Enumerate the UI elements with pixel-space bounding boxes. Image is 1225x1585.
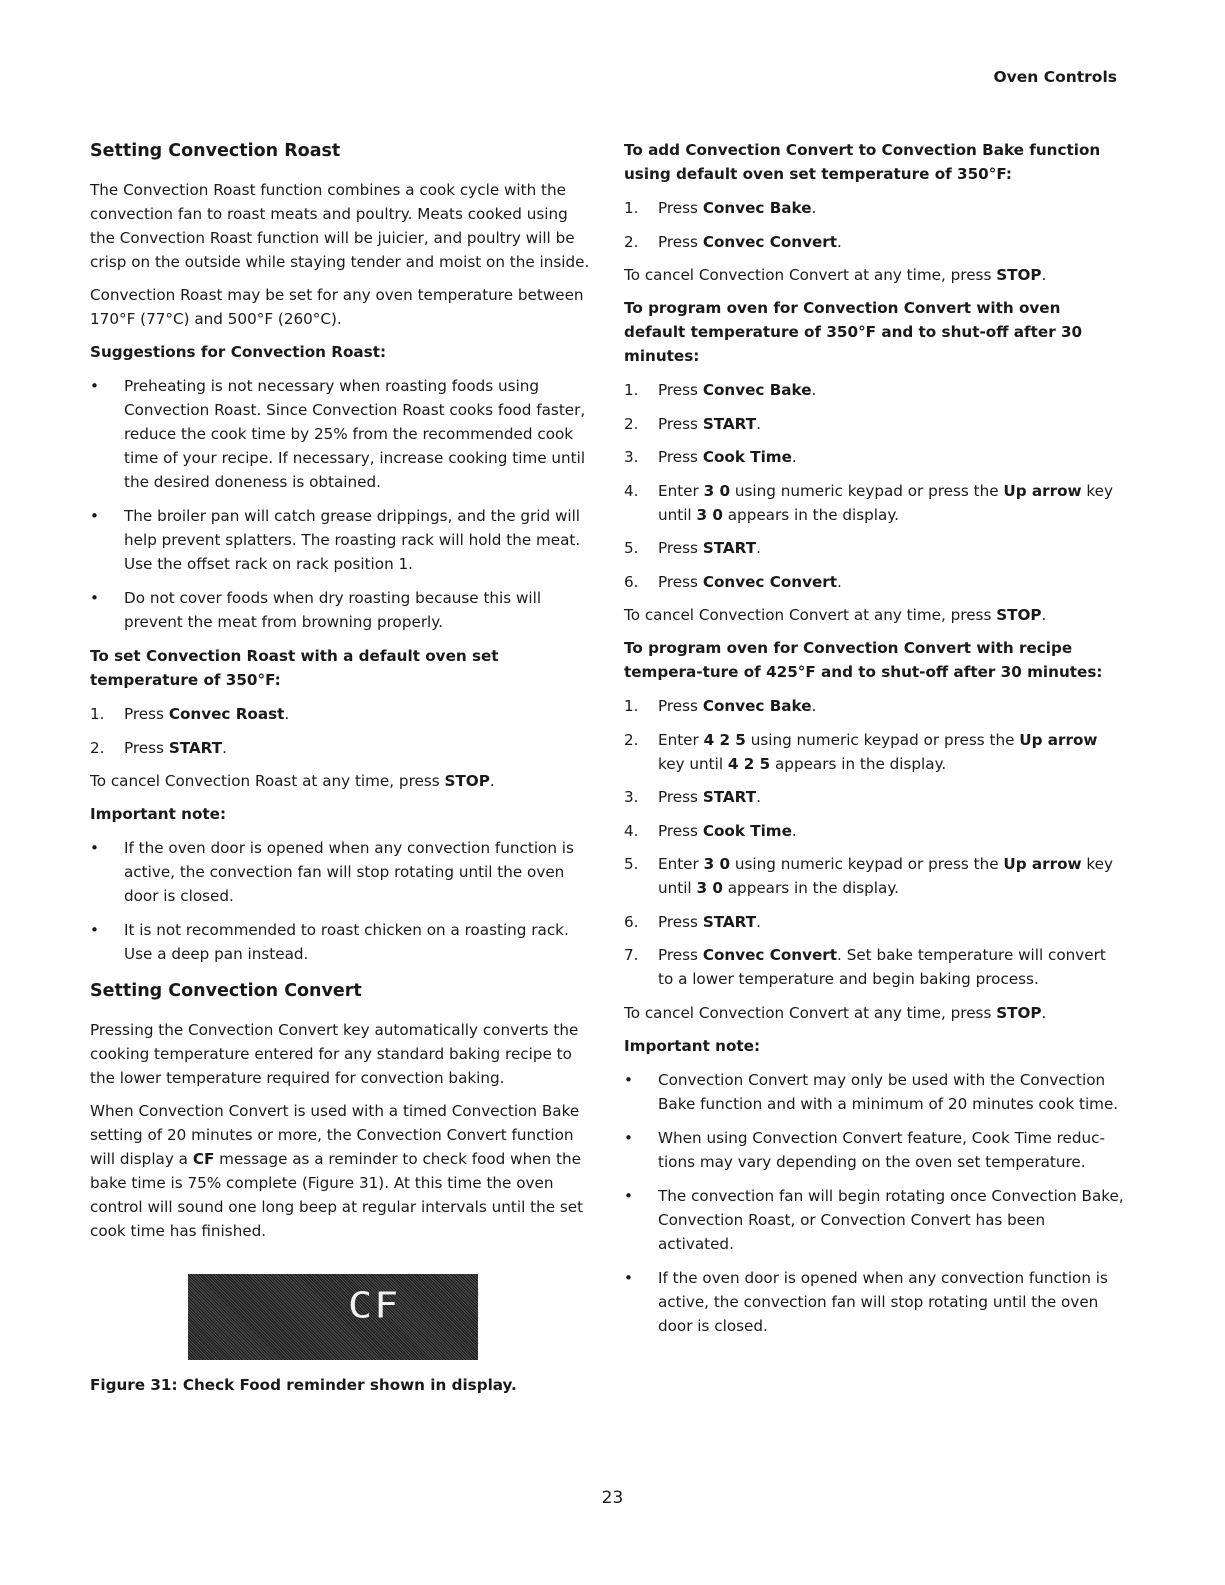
step-item: 6. Press START. [624,912,761,931]
step-item: 2. Press Convec Convert. [624,232,842,251]
step-item: 2. Enter 4 2 5 using numeric keypad or press the Up arrow key until 4 2 5 appears in the display. [624,730,1098,773]
list-item: • It is not recommended to roast chicken on a roasting rack. Use a deep pan instead. [90,918,592,966]
roast-intro: The Convection Roast function combines a cook cycle with the convection fan to roast meats and poultry. Meats cooked using the Convection Roast function will be juicier, and poultry will be crisp on the outside while staying tender and moist on the inside. [90,181,590,271]
step-item: 5. Enter 3 0 using numeric keypad or press the Up arrow key until 3 0 appears in the display. [624,855,1114,897]
program-default-steps [624,378,1124,594]
figure-caption: Figure 31: Check Food reminder shown in display. [90,1376,517,1394]
roast-heading: Setting Convection Roast [90,141,341,161]
page-number: 23 [601,1488,624,1508]
important-note-heading: Important note: [90,805,227,823]
list-item: • If the oven door is opened when any convection function is active, the convection fan will stop rotating until the oven door is closed. [624,1266,1124,1338]
important-note-list [90,836,592,966]
section-header: Oven Controls [993,68,1117,86]
add-convert-steps [624,196,1124,254]
important-note-list [624,1068,1124,1338]
suggestions-list [90,374,592,634]
list-item: • Do not cover foods when dry roasting because this will prevent the meat from browning properly. [90,586,592,634]
roast-temperature-range: Convection Roast may be set for any oven temperature between 170°F (77°C) and 500°F (260°C). [90,286,584,328]
list-item: • Convection Convert may only be used with the Convection Bake function and with a minimum of 20 minutes cook time. [624,1068,1124,1116]
set-roast-steps [90,702,592,760]
cancel-convert-text: To cancel Convection Convert at any time, press STOP. [624,266,1047,284]
step-item: 6. Press Convec Convert. [624,572,842,591]
left-column [90,138,592,1396]
suggestions-heading: Suggestions for Convection Roast: [90,343,387,361]
display-readout: CF [348,1285,401,1327]
program-recipe-steps [624,694,1124,991]
step-item: 1. Press Convec Roast. [90,705,290,723]
program-recipe-heading: To program oven for Convection Convert with recipe tempera-ture of 425°F and to shut-off after 30 minutes: [624,639,1103,681]
list-item: • The convection fan will begin rotating once Convection Bake, Convection Roast, or Convection Convert has been activated. [624,1184,1124,1256]
list-item: • Preheating is not necessary when roasting foods using Convection Roast. Since Convection Roast cooks food faster, reduce the cook time by 25% from the recommended cook time of your recipe. If necessary, increase cooking time until the desired doneness is obtained. [90,374,592,494]
convert-intro: Pressing the Convection Convert key automatically converts the cooking temperature entered for any standard baking recipe to the lower temperature required for convection baking. [90,1021,579,1087]
step-item: 1. Press Convec Bake. [624,697,817,715]
right-column [624,138,1124,1348]
step-item: 3. Press Cook Time. [624,448,797,466]
cancel-convert-text: To cancel Convection Convert at any time, press STOP. [624,1003,1047,1022]
list-item: • The broiler pan will catch grease drippings, and the grid will help prevent splatters. The roasting rack will hold the meat. Use the offset rack on rack position 1. [90,504,592,576]
program-default-heading: To program oven for Convection Convert with oven default temperature of 350°F and to shut-off after 30 minutes: [624,299,1083,365]
step-item: 2. Press START. [90,738,227,757]
step-item: 7. Press Convec Convert. Set bake temperature will convert to a lower temperature and begin baking process. [624,946,1106,988]
list-item: • When using Convection Convert feature, Cook Time reduc-tions may vary depending on the oven set temperature. [624,1126,1124,1174]
step-item: 4. Enter 3 0 using numeric keypad or press the Up arrow key until 3 0 appears in the display. [624,481,1114,524]
oven-display-figure [188,1274,478,1360]
cancel-roast-text: To cancel Convection Roast at any time, press STOP. [90,772,495,790]
important-note-heading: Important note: [624,1036,761,1055]
set-roast-heading: To set Convection Roast with a default oven set temperature of 350°F: [90,647,499,689]
step-item: 4. Press Cook Time. [624,821,797,840]
step-item: 1. Press Convec Bake. [624,199,817,217]
convert-detail: When Convection Convert is used with a timed Convection Bake setting of 20 minutes or more, the Convection Convert function will display a CF message as a reminder to check food when the bake time is 75% complete (Figure 31). At this time the oven control will sound one long beep at regular intervals until the set cook time has finished. [90,1102,584,1240]
list-item: • If the oven door is opened when any convection function is active, the convection fan will stop rotating until the oven door is closed. [90,836,592,908]
step-item: 2. Press START. [624,414,761,433]
convert-heading: Setting Convection Convert [90,981,362,1001]
add-convert-heading: To add Convection Convert to Convection Bake function using default oven set temperature of 350°F: [624,141,1101,183]
step-item: 5. Press START. [624,539,761,557]
cancel-convert-text: To cancel Convection Convert at any time, press STOP. [624,606,1047,624]
step-item: 3. Press START. [624,788,761,806]
step-item: 1. Press Convec Bake. [624,381,817,399]
